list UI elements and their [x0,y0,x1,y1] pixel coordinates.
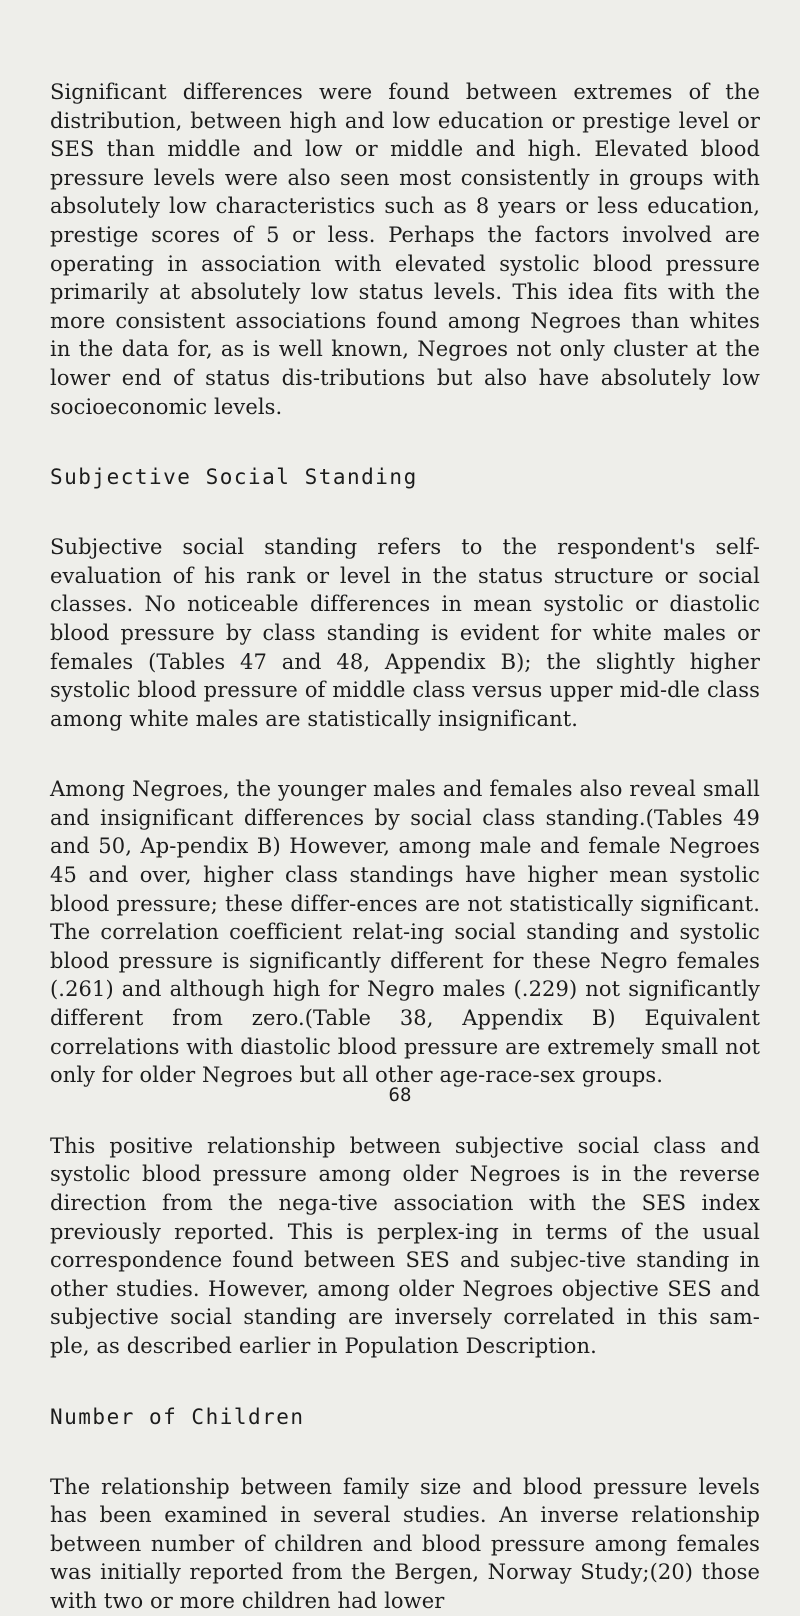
paragraph-status-extremes: Significant differences were found between extremes of the distribution, between high and low education or prestige level or SES than middle and low or middle and high. Elevated blood pressure levels were also seen most consistently in groups with absolutely low characteristics such as 8 years or less education, prestige scores of 5 or less. Perhaps the factors involved are operating in association with elevated systolic blood pressure primarily at absolutely low status levels. This idea fits with the more consistent associations found among Negroes than whites in the data for, as is well known, Negroes not only cluster at the lower end of status dis-tributions but also have absolutely low socioeconomic levels. [50,80,760,419]
paragraph-family-size: The relationship between family size and blood pressure levels has been examined in several studies. An inverse relationship between number of children and blood pressure among females was initially reported from the Bergen, Norway Study;(20) those with two or more children had lower [50,1474,760,1613]
heading-number-of-children: Number of Children [50,1404,305,1429]
paragraph-negroes-class-standing: Among Negroes, the younger males and females also reveal small and insignificant differences by social class standing.(Tables 49 and 50, Ap-pendix B) However, among male and female Negroes 45 and over, higher class standings have higher mean systolic blood pressure; these differ-ences are not statistically significant. The correlation coefficient relat-ing social standing and systolic blood pressure is significantly different for these Negro females (.261) and although high for Negro males (.229) not significantly different from zero.(Table 38, Appendix B) Equivalent correlations with diastolic blood pressure are extremely small not only for older Negroes but all other age-race-sex groups. [50,777,760,1088]
paragraph-subjective-standing-definition: Subjective social standing refers to the respondent's self-evaluation of his rank or level in the status structure or social classes. No noticeable differences in mean systolic or diastolic blood pressure by class standing is evident for white males or females (Tables 47 and 48, Appendix B); the slightly higher systolic blood pressure of middle class versus upper mid-dle class among white males are statistically insignificant. [50,535,760,731]
page-number: 68 [388,1084,412,1106]
paragraph-positive-relationship: This positive relationship between subjective social class and systolic blood pressure among older Negroes is in the reverse direction from the nega-tive association with the SES index previously reported. This is perplex-ing in terms of the usual correspondence found between SES and subjec-tive standing in other studies. However, among older Negroes objective SES and subjective social standing are inversely correlated in this sam-ple, as described earlier in Population Description. [50,1133,760,1358]
heading-subjective-social-standing: Subjective Social Standing [50,465,418,490]
